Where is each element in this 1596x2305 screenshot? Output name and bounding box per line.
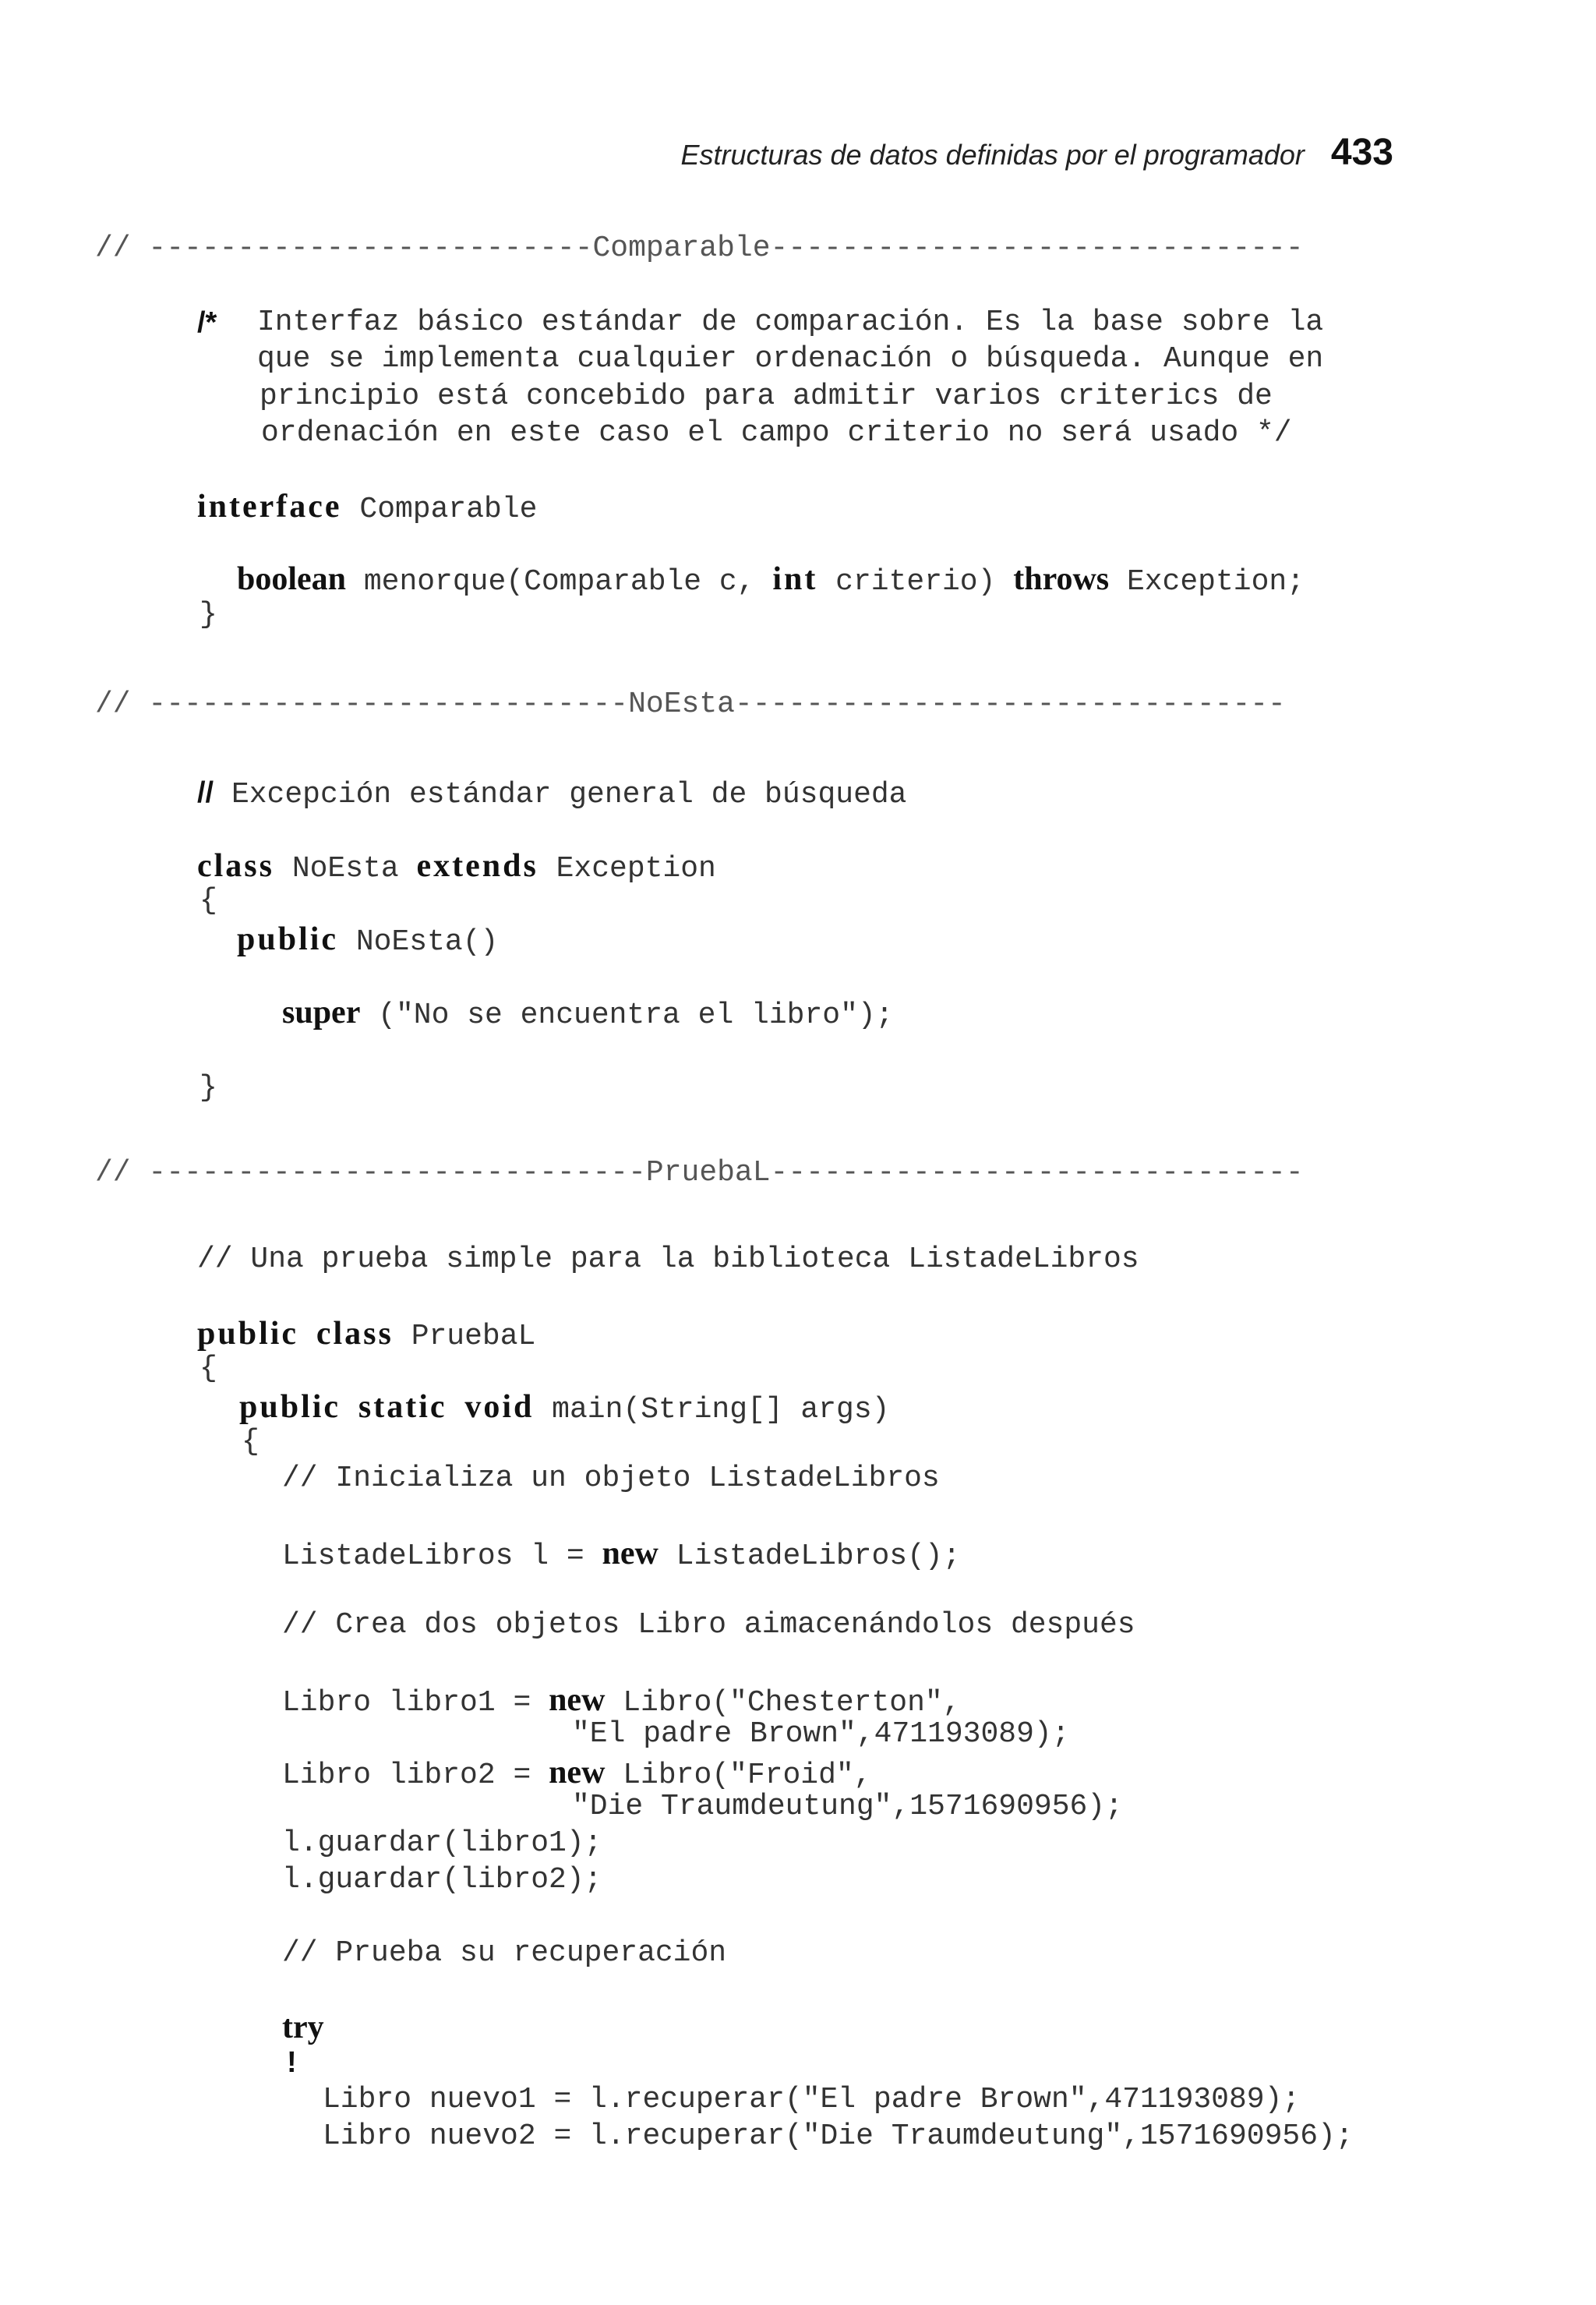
doc-comment-line-1: Interfaz básico estándar de comparación. Es la base sobre la [257,306,1324,339]
keyword-static: static [358,1389,447,1425]
keyword-super: super [282,995,361,1031]
keyword-extends: extends [416,848,538,884]
closing-brace-interface: } [200,598,217,631]
separator-noesta: // ---------------------------NoEsta------------------------------- [95,688,1286,721]
keyword-void: void [464,1389,535,1425]
doc-comment-open [197,308,217,340]
constructor-name: NoEsta() [355,925,499,959]
class-name-noesta: NoEsta [291,852,399,886]
running-header [680,131,1393,174]
keyword-new: new [602,1536,659,1571]
separator-comparable: // -------------------------Comparable------------------------------ [95,232,1304,265]
keyword-new: new [549,1682,606,1718]
criterio-param: criterio) [835,565,996,599]
main-signature: main(String[] args) [552,1393,890,1426]
comment-mark: // [197,776,214,809]
keyword-public: public [237,921,339,957]
doc-comment-line-4: ordenación en este caso el campo criterio no será usado */ [261,416,1292,450]
nuevo2-recuperar: Libro nuevo2 = l.recuperar("Die Traumdeutung",1571690956); [323,2119,1354,2153]
keyword-throws: throws [1013,561,1110,597]
libro1-declaration: Libro libro1 = [282,1686,531,1720]
libro2-constructor: Libro("Froid", [623,1759,872,1792]
listade-declaration: ListadeLibros l = [282,1540,584,1573]
libro1-instantiation [282,1684,961,1718]
opening-brace-noesta: { [200,884,217,917]
comment-noesta [197,778,906,810]
libro1-arguments: "El padre Brown",471193089); [572,1717,1070,1751]
super-call [282,996,893,1031]
libro2-declaration: Libro libro2 = [282,1759,531,1792]
class-noesta-declaration [197,850,716,884]
keyword-interface: interface [197,489,342,525]
listade-constructor: ListadeLibros(); [676,1540,961,1573]
separator-pruebal: // ----------------------------PruebaL------------------------------ [95,1156,1304,1190]
keyword-public: public [239,1389,341,1425]
try-brace [287,2048,297,2080]
closing-brace-noesta: } [200,1071,217,1105]
keyword-public: public [197,1316,299,1352]
libro1-constructor: Libro("Chesterton", [623,1686,961,1720]
page-number: 433 [1330,132,1393,173]
opening-brace-main: { [242,1425,260,1458]
listadelibros-instantiation [282,1537,961,1571]
try-statement [282,2011,324,2045]
comment-noesta-text: Excepción estándar general de búsqueda [231,778,907,811]
comment-prueba-recuperacion: // Prueba su recuperación [282,1936,727,1970]
header-title: Estructuras de datos definidas por el programador [680,139,1305,171]
comment-open-mark: /* [197,306,217,339]
comment-crea: // Crea dos objetos Libro aimacenándolos después [282,1608,1135,1642]
doc-comment-line-3: principio está concebido para admitir varios criterics de [260,380,1273,413]
exception-decl: Exception; [1126,565,1305,599]
constructor-noesta [237,923,498,957]
super-arguments: ("No se encuentra el libro"); [378,999,894,1032]
class-pruebal-declaration [197,1317,535,1352]
try-brace-mark: ! [287,2046,297,2079]
guardar-libro1: l.guardar(libro1); [282,1826,602,1860]
keyword-class: class [316,1316,394,1352]
comment-inicializa: // Inicializa un objeto ListadeLibros [282,1462,940,1495]
method-menorque [237,563,1305,597]
keyword-int: int [772,561,818,597]
doc-comment-line-2: que se implementa cualquier ordenación o búsqueda. Aunque en [257,342,1324,376]
superclass-exception: Exception [556,852,716,886]
class-name-pruebal: PruebaL [411,1320,536,1353]
libro2-arguments: "Die Traumdeutung",1571690956); [572,1790,1123,1823]
keyword-boolean: boolean [237,561,347,597]
nuevo1-recuperar: Libro nuevo1 = l.recuperar("El padre Brown",471193089); [323,2083,1301,2116]
keyword-try: try [282,2010,324,2045]
keyword-class: class [197,848,274,884]
interface-name: Comparable [359,493,538,526]
guardar-libro2: l.guardar(libro2); [282,1863,602,1897]
opening-brace-pruebal: { [200,1352,217,1385]
main-method-declaration [239,1391,889,1425]
menorque-signature: menorque(Comparable c, [363,565,755,599]
interface-declaration [197,490,537,525]
keyword-new: new [549,1755,606,1791]
comment-prueba-simple: // Una prueba simple para la biblioteca ListadeLibros [197,1243,1139,1276]
libro2-instantiation [282,1756,872,1791]
